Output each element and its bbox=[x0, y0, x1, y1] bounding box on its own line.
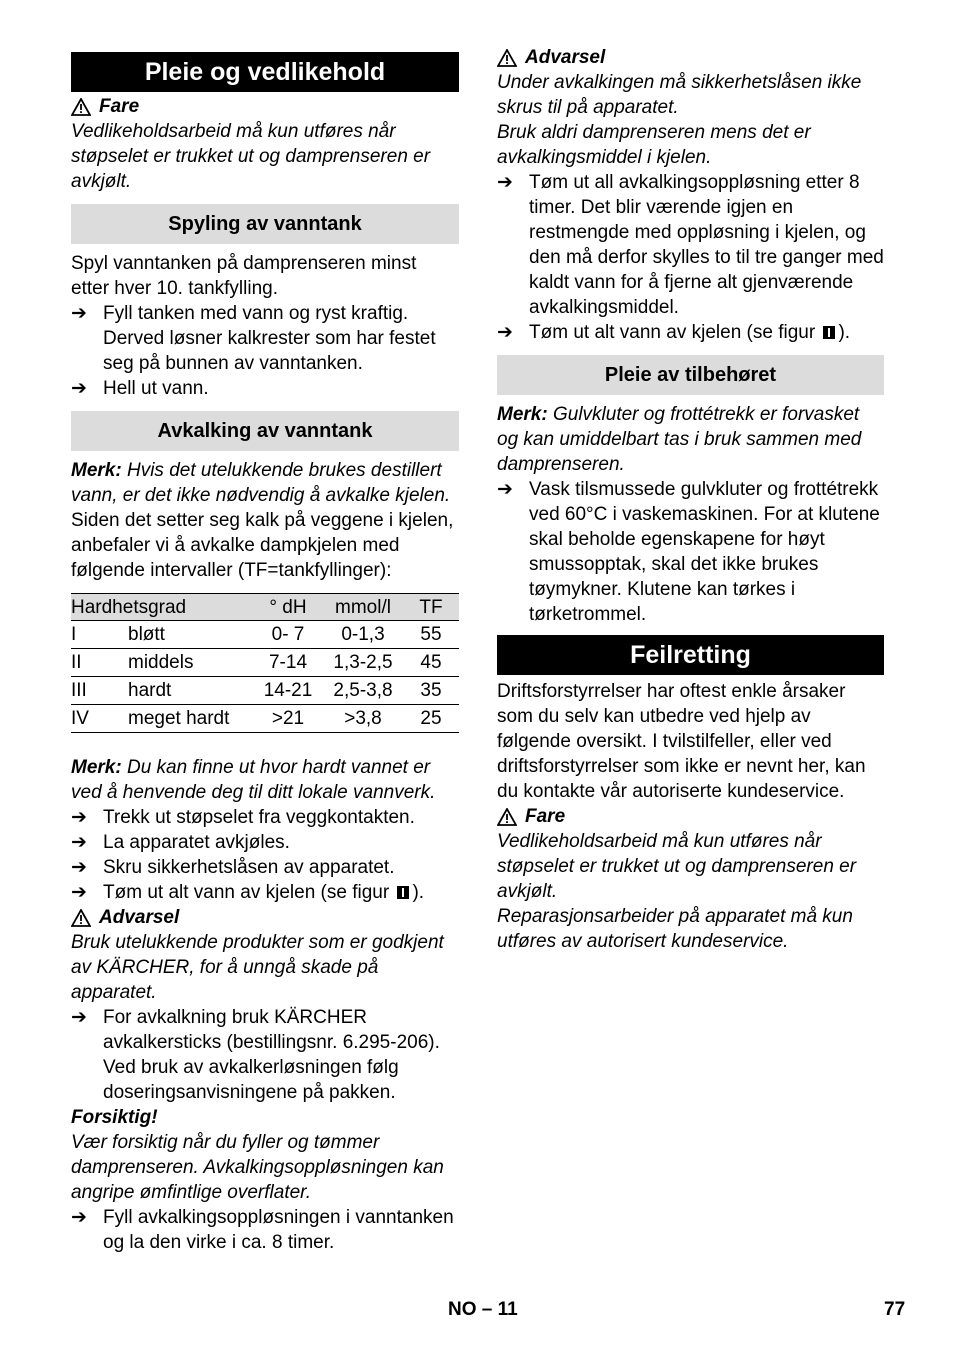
list-item: ➔ Tøm ut alt vann av kjelen (se figur ). bbox=[71, 882, 425, 903]
fare-warning-text: Vedlikeholdsarbeid må kun utføres når støpselet er trukket ut og damprenseren er avkjølt. bbox=[71, 121, 431, 192]
arrow-icon: ➔ bbox=[71, 857, 87, 878]
warning-triangle-icon bbox=[497, 49, 517, 67]
list-item: ➔ Trekk ut støpselet fra veggkontakten. bbox=[71, 807, 415, 828]
advarsel-warning-label: Advarsel bbox=[71, 905, 459, 930]
spyling-intro: Spyl vanntanken på damprenseren minst etter hver 10. tankfylling. bbox=[71, 253, 417, 299]
footer-section-label: NO – 11 bbox=[448, 1299, 518, 1320]
arrow-icon: ➔ bbox=[71, 807, 87, 828]
arrow-icon: ➔ bbox=[497, 479, 513, 500]
subheading-tilbehor: Pleie av tilbehøret bbox=[497, 355, 884, 395]
table-header: mmol/l bbox=[323, 594, 403, 621]
list-item: ➔ Fyll tanken med vann og ryst kraftig. Derved løsner kalkrester som har festet seg på bunnen av vanntanken. bbox=[71, 303, 436, 374]
forsiktig-text: Vær forsiktig når du fyller og tømmer damprenseren. Avkalkingsoppløsningen kan angripe ømfintlige overflater. bbox=[71, 1132, 444, 1203]
arrow-icon: ➔ bbox=[71, 1007, 87, 1028]
warning-triangle-icon bbox=[497, 808, 517, 826]
right-column bbox=[497, 45, 884, 954]
arrow-icon: ➔ bbox=[71, 882, 87, 903]
fare-warning-text: Vedlikeholdsarbeid må kun utføres når støpselet er trukket ut og damprenseren er avkjølt. bbox=[497, 831, 857, 902]
arrow-icon: ➔ bbox=[497, 322, 513, 343]
list-item: ➔ Hell ut vann. bbox=[71, 378, 209, 399]
feilretting-intro: Driftsforstyrrelser har oftest enkle årsaker som du selv kan utbedre ved hjelp av følgende oversikt. I tvilstilfeller, eller ved driftsforstyrrelser som ikke er nevnt her, kan du kontakte vår autoriserte kundeservice. bbox=[497, 681, 866, 802]
arrow-icon: ➔ bbox=[71, 832, 87, 853]
arrow-icon: ➔ bbox=[71, 378, 87, 399]
vannverk-note: Merk: Du kan finne ut hvor hardt vannet er ved å henvende deg til ditt lokale vannverk. bbox=[71, 757, 436, 803]
page-number: 77 bbox=[884, 1299, 906, 1320]
list-item: ➔ For avkalkning bruk KÄRCHER avkalkersticks (bestillingsnr. 6.295-206). Ved bruk av avkalkerløsningen følg doseringsanvisningene på pakken. bbox=[71, 1007, 440, 1103]
avkalking-note: Merk: Hvis det utelukkende brukes destillert vann, er det ikke nødvendig å avkalke kjelen. bbox=[71, 460, 451, 506]
advarsel-warning-label: Advarsel bbox=[497, 45, 884, 70]
fare-warning-label: Fare bbox=[71, 94, 459, 119]
left-column bbox=[71, 45, 459, 1255]
hardness-table bbox=[71, 593, 459, 733]
table-header-row bbox=[71, 594, 459, 621]
subheading-avkalking: Avkalking av vanntank bbox=[71, 411, 459, 451]
warning-triangle-icon bbox=[71, 98, 91, 116]
table-row: III hardt 14-21 2,5-3,8 35 bbox=[71, 677, 459, 705]
table-row: I bløtt 0- 7 0-1,3 55 bbox=[71, 621, 459, 649]
arrow-icon: ➔ bbox=[71, 1207, 87, 1228]
list-item: ➔ Vask tilsmussede gulvkluter og frottétrekk ved 60°C i vaskemaskinen. For at klutene skal beholde egenskapene for høyt smussopptak, skal det ikke brukes tøymykner. Klutene kan tørkes i tørketrommel. bbox=[497, 479, 880, 625]
list-item: ➔ Tøm ut all avkalkingsoppløsning etter 8 timer. Det blir værende igjen en restmengde med oppløsning i kjelen, og den må derfor skylles to til tre ganger med kaldt vann for å fjerne alt gjenværende avkalkingsmiddel. bbox=[497, 172, 884, 318]
figure-reference-icon bbox=[397, 886, 409, 899]
fare-warning-text: Reparasjonsarbeider på apparatet må kun utføres av autorisert kundeservice. bbox=[497, 906, 853, 952]
subheading-spyling: Spyling av vanntank bbox=[71, 204, 459, 244]
list-item: ➔ Fyll avkalkingsoppløsningen i vanntanken og la den virke i ca. 8 timer. bbox=[71, 1207, 454, 1253]
table-header: Hardhetsgrad bbox=[71, 594, 253, 621]
table-row: IV meget hardt >21 >3,8 25 bbox=[71, 705, 459, 733]
fare-warning-label: Fare bbox=[497, 804, 884, 829]
forsiktig-label: Forsiktig! bbox=[71, 1107, 158, 1128]
arrow-icon: ➔ bbox=[497, 172, 513, 193]
advarsel-warning-text: Bruk aldri damprenseren mens det er avkalkingsmiddel i kjelen. bbox=[497, 122, 811, 168]
table-header: TF bbox=[403, 594, 459, 621]
section-title-feilretting: Feilretting bbox=[497, 635, 884, 675]
arrow-icon: ➔ bbox=[71, 303, 87, 324]
table-header: ° dH bbox=[253, 594, 323, 621]
advarsel-warning-text: Under avkalkingen må sikkerhetslåsen ikke skrus til på apparatet. bbox=[497, 72, 862, 118]
section-title-pleie: Pleie og vedlikehold bbox=[71, 52, 459, 92]
list-item: ➔ Tøm ut alt vann av kjelen (se figur ). bbox=[497, 322, 851, 343]
figure-reference-icon bbox=[823, 326, 835, 339]
tilbehor-note: Merk: Gulvkluter og frottétrekk er forvasket og kan umiddelbart tas i bruk sammen med damprenseren. bbox=[497, 404, 862, 475]
avkalking-intro: Siden det setter seg kalk på veggene i kjelen, anbefaler vi å avkalke dampkjelen med følgende intervaller (TF=tankfyllinger): bbox=[71, 510, 454, 581]
table-row: II middels 7-14 1,3-2,5 45 bbox=[71, 649, 459, 677]
list-item: ➔ La apparatet avkjøles. bbox=[71, 832, 290, 853]
warning-triangle-icon bbox=[71, 909, 91, 927]
advarsel-warning-text: Bruk utelukkende produkter som er godkjent av KÄRCHER, for å unngå skade på apparatet. bbox=[71, 932, 444, 1003]
list-item: ➔ Skru sikkerhetslåsen av apparatet. bbox=[71, 857, 395, 878]
